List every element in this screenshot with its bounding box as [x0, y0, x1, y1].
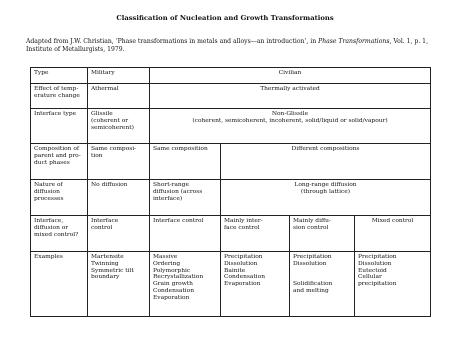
table-cell: Short-range diffusion (across interface): [150, 180, 221, 216]
table-row: [31, 84, 431, 109]
table-cell: Glissile (coherent or semicoherent): [88, 109, 150, 144]
table-cell: Precipitation Dissolution Bainite Condensation Evaporation: [221, 252, 290, 317]
row-header-control: Interface, diffusion or mixed control?: [31, 216, 88, 252]
classification-table: [30, 67, 431, 317]
civilian-header: Civilian: [150, 68, 431, 84]
row-header-composition: Composition of parent and pro- duct phases: [31, 144, 88, 180]
table-cell: Precipitation Dissolution Solidification and melting: [290, 252, 355, 317]
table-cell: Precipitation Dissolution Eutectoid Cellular precipitation: [355, 252, 431, 317]
table-cell: Non-Glissile (coherent, semicoherent, incoherent, solid/liquid or solid/vapour): [150, 109, 431, 144]
caption-citation: , Vol. 1, p. 1, Institute of Metallurgists, 1979.: [26, 38, 428, 54]
table-cell: Thermally activated: [150, 84, 431, 109]
table-row: [31, 216, 431, 252]
table-row: [31, 252, 431, 317]
table-cell: Martensite Twinning Symmetric tilt boundary: [88, 252, 150, 317]
table-cell: Interface control: [150, 216, 221, 252]
caption-text: Adapted from J.W. Christian, ‘Phase transformations in metals and alloys—an introduction’, in: [26, 38, 319, 45]
row-header-effect: Effect of temp- erature change: [31, 84, 88, 109]
table-cell: Massive Ordering Polymorphic Recrystallization Grain growth Condensation Evaporation: [150, 252, 221, 317]
table-cell: Same composition: [150, 144, 221, 180]
row-header-nature: Nature of diffusion processes: [31, 180, 88, 216]
table-cell: Long-range diffusion (through lattice): [221, 180, 431, 216]
row-header-interface: Interface type: [31, 109, 88, 144]
row-header-examples: Examples: [31, 252, 88, 317]
table-cell: Same composi- tion: [88, 144, 150, 180]
table-row: [31, 109, 431, 144]
military-header: Military: [88, 68, 150, 84]
table-row: [31, 68, 431, 84]
table-row: [31, 180, 431, 216]
table-cell: Mixed control: [355, 216, 431, 252]
source-caption: [26, 38, 434, 54]
table-row: [31, 144, 431, 180]
table-cell: No diffusion: [88, 180, 150, 216]
table-cell: Mainly inter- face control: [221, 216, 290, 252]
table-cell: Interface control: [88, 216, 150, 252]
table-cell: Different compositions: [221, 144, 431, 180]
caption-book-title: Phase Transformations: [318, 38, 390, 45]
row-header-type: Type: [31, 68, 88, 84]
table-cell: Mainly diffu- sion control: [290, 216, 355, 252]
table-cell: Athermal: [88, 84, 150, 109]
page-title: Classification of Nucleation and Growth Transformations: [116, 14, 334, 22]
